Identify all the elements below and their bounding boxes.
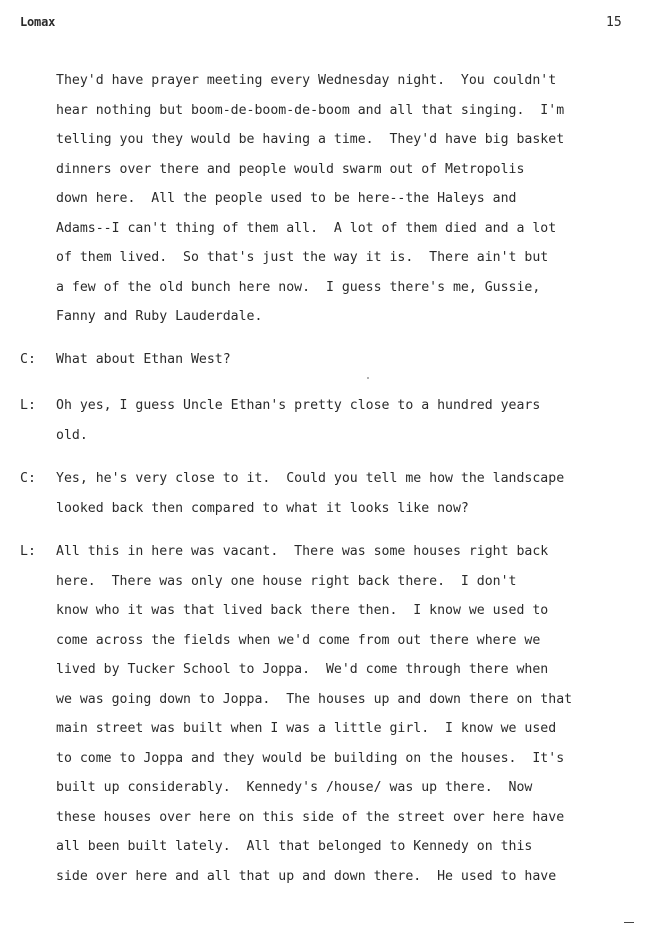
speaker-label: L: xyxy=(20,398,36,413)
paragraph-lines xyxy=(56,537,572,891)
text-line: Oh yes, I guess Uncle Ethan's pretty close to a hundred years xyxy=(56,398,541,413)
text-line: these houses over here on this side of the street over here have xyxy=(56,809,565,825)
text-line: What about Ethan West? xyxy=(56,352,231,367)
paragraph-lines xyxy=(56,464,564,523)
text-line: know who it was that lived back there then. I know we used to xyxy=(56,603,549,618)
paragraph-lines xyxy=(56,391,540,450)
text-line: Yes, he's very close to it. Could you tell me how the landscape xyxy=(56,471,565,486)
text-line: main street was built when I was a little girl. I know we used xyxy=(56,721,557,736)
scan-speck xyxy=(367,377,369,379)
page-number: 15 xyxy=(606,15,622,30)
speaker-label: C: xyxy=(20,471,36,486)
speaker-label: L: xyxy=(20,544,36,559)
text-line: old. xyxy=(56,427,88,443)
text-line: looked back then compared to what it looks like now? xyxy=(56,500,469,516)
speaker-label: C: xyxy=(20,352,36,367)
paragraph-lines xyxy=(56,345,231,375)
text-line: down here. All the people used to be here--the Haleys and xyxy=(56,191,517,206)
text-line: side over here and all that up and down there. He used to have xyxy=(56,868,557,884)
text-line: we was going down to Joppa. The houses up and down there on that xyxy=(56,691,573,707)
text-line: come across the fields when we'd come from out there where we xyxy=(56,632,541,648)
text-line: Adams--I can't thing of them all. A lot of them died and a lot xyxy=(56,220,557,236)
text-line: Fanny and Ruby Lauderdale. xyxy=(56,309,263,324)
text-line: telling you they would be having a time. They'd have big basket xyxy=(56,132,565,147)
text-line: built up considerably. Kennedy's /house/ was up there. Now xyxy=(56,780,533,795)
text-line: a few of the old bunch here now. I guess there's me, Gussie, xyxy=(56,279,541,295)
text-line: lived by Tucker School to Joppa. We'd come through there when xyxy=(56,662,549,677)
text-line: of them lived. So that's just the way it is. There ain't but xyxy=(56,250,549,265)
page-edge-mark xyxy=(624,922,634,923)
text-line: dinners over there and people would swarm out of Metropolis xyxy=(56,161,525,177)
header-name: Lomax xyxy=(20,15,56,29)
text-line: to come to Joppa and they would be building on the houses. It's xyxy=(56,750,565,766)
text-line: all been built lately. All that belonged to Kennedy on this xyxy=(56,839,533,854)
text-line: hear nothing but boom-de-boom-de-boom and all that singing. I'm xyxy=(56,102,565,118)
text-line: All this in here was vacant. There was some houses right back xyxy=(56,544,549,559)
text-line: They'd have prayer meeting every Wednesday night. You couldn't xyxy=(56,73,557,88)
paragraph-lines xyxy=(56,66,564,332)
text-line: here. There was only one house right back there. I don't xyxy=(56,573,517,589)
